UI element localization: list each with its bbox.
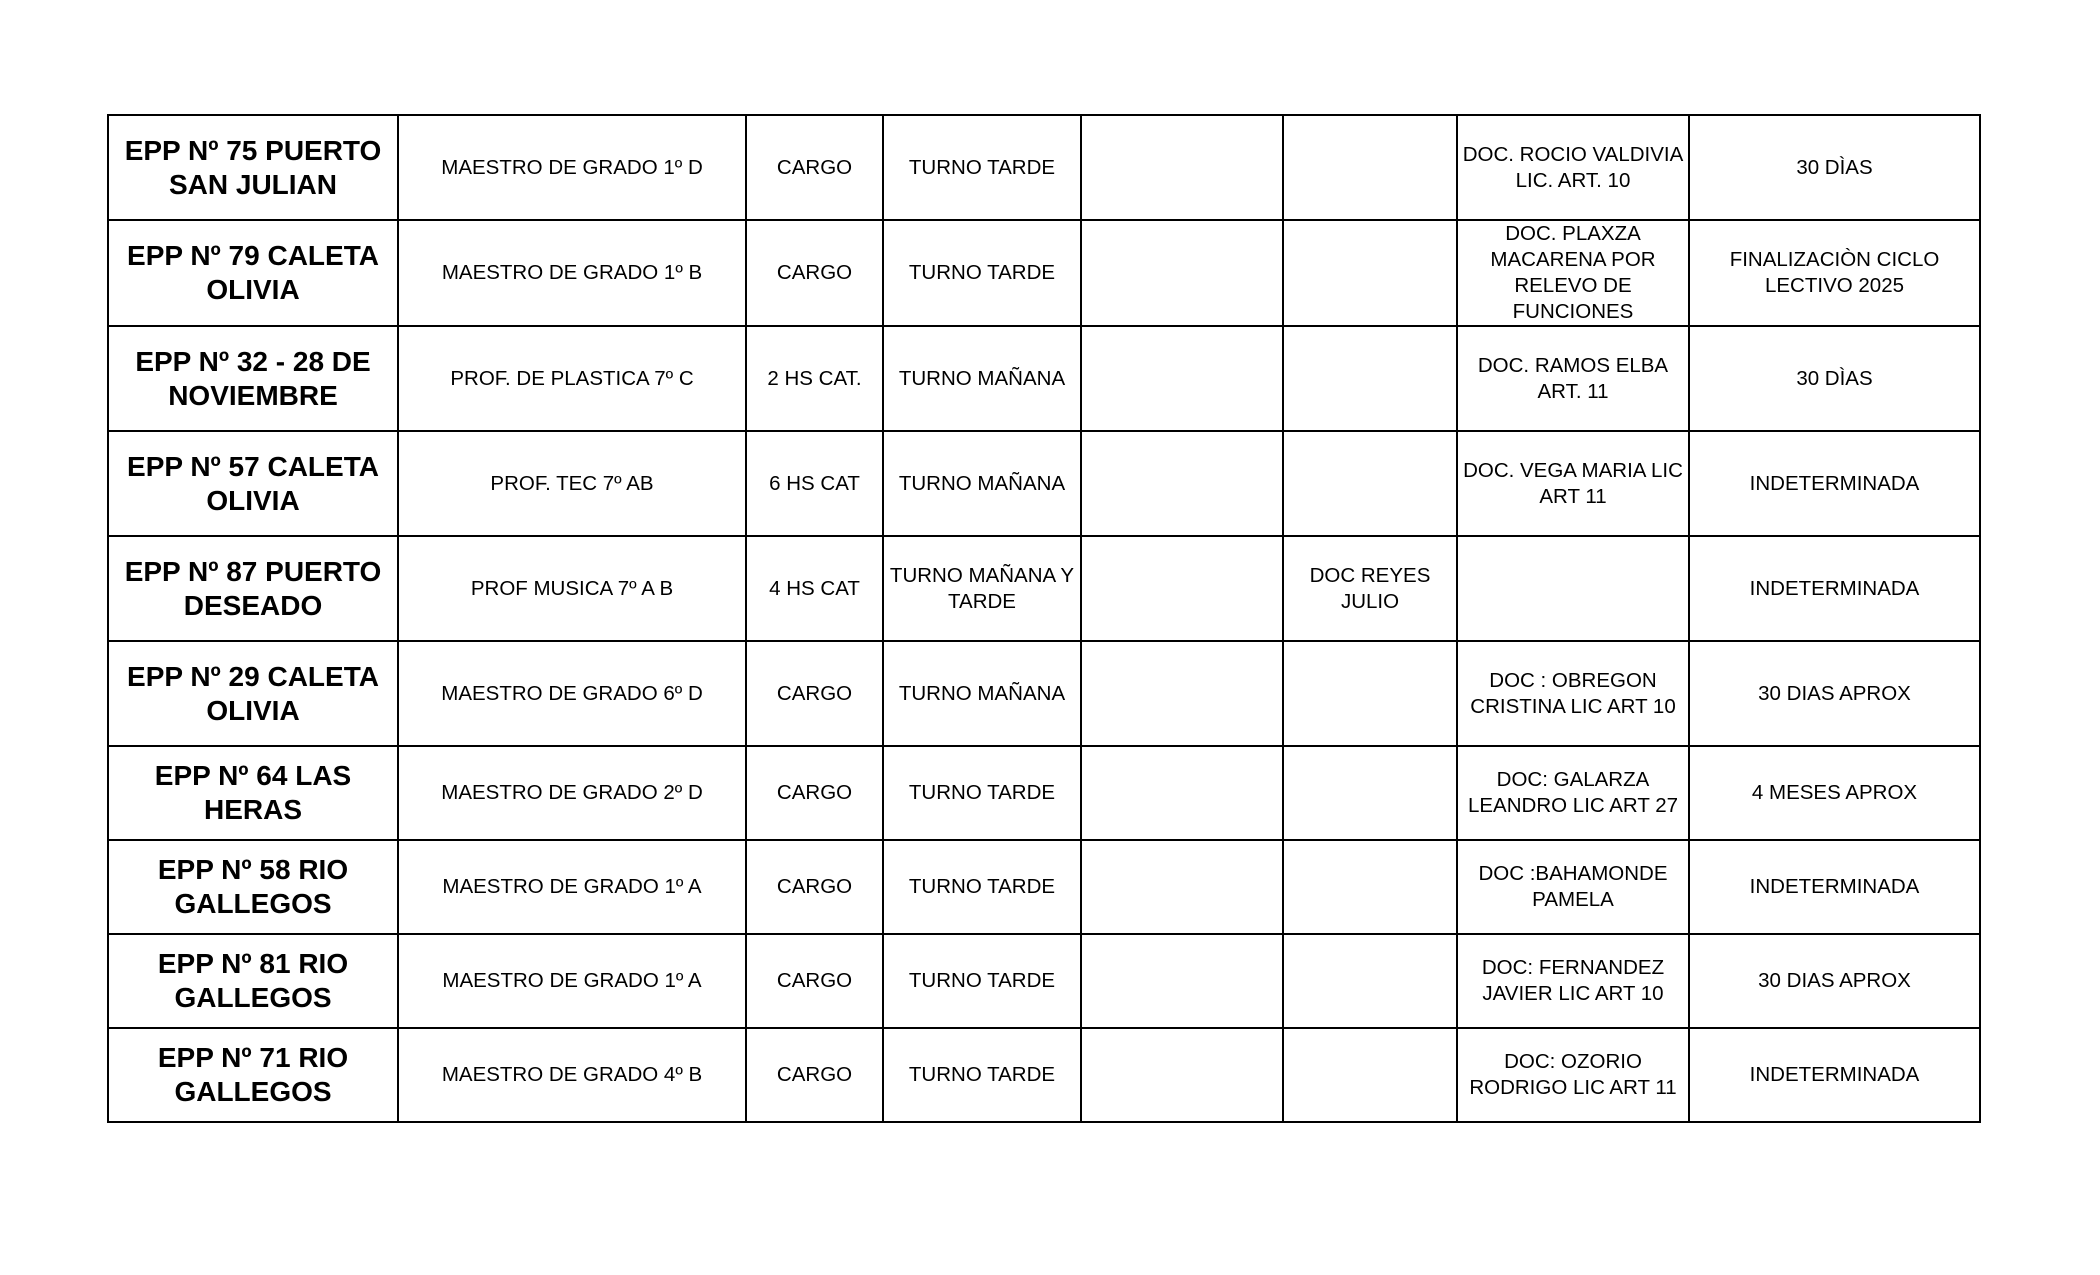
table-row: [108, 431, 1980, 536]
empty-cell: [1081, 1028, 1283, 1122]
empty-cell: [1081, 431, 1283, 536]
table-row: [108, 1028, 1980, 1122]
type-cell: 2 HS CAT.: [746, 326, 883, 431]
duration-cell: 30 DÌAS: [1689, 115, 1980, 220]
table-row: [108, 536, 1980, 641]
empty-cell: [1081, 326, 1283, 431]
substitute-cell: [1283, 220, 1457, 326]
shift-cell: TURNO TARDE: [883, 115, 1081, 220]
replaced-teacher-cell: DOC: FERNANDEZ JAVIER LIC ART 10: [1457, 934, 1689, 1028]
replaced-teacher-cell: DOC. ROCIO VALDIVIA LIC. ART. 10: [1457, 115, 1689, 220]
replaced-teacher-cell: DOC. VEGA MARIA LIC ART 11: [1457, 431, 1689, 536]
shift-cell: TURNO TARDE: [883, 1028, 1081, 1122]
substitute-cell: [1283, 431, 1457, 536]
replaced-teacher-cell: DOC. RAMOS ELBA ART. 11: [1457, 326, 1689, 431]
school-cell: EPP Nº 81 RIO GALLEGOS: [108, 934, 398, 1028]
position-cell: MAESTRO DE GRADO 6º D: [398, 641, 746, 746]
table-row: [108, 115, 1980, 220]
position-cell: PROF. DE PLASTICA 7º C: [398, 326, 746, 431]
duration-cell: FINALIZACIÒN CICLO LECTIVO 2025: [1689, 220, 1980, 326]
shift-cell: TURNO MAÑANA: [883, 431, 1081, 536]
empty-cell: [1081, 641, 1283, 746]
school-cell: EPP Nº 75 PUERTO SAN JULIAN: [108, 115, 398, 220]
position-cell: PROF MUSICA 7º A B: [398, 536, 746, 641]
empty-cell: [1081, 536, 1283, 641]
duration-cell: INDETERMINADA: [1689, 1028, 1980, 1122]
replaced-teacher-cell: DOC. PLAXZA MACARENA POR RELEVO DE FUNCIONES: [1457, 220, 1689, 326]
table-row: [108, 326, 1980, 431]
empty-cell: [1081, 746, 1283, 840]
substitute-cell: [1283, 746, 1457, 840]
substitute-cell: [1283, 641, 1457, 746]
type-cell: CARGO: [746, 1028, 883, 1122]
type-cell: CARGO: [746, 641, 883, 746]
shift-cell: TURNO MAÑANA: [883, 641, 1081, 746]
position-cell: MAESTRO DE GRADO 1º D: [398, 115, 746, 220]
position-cell: PROF. TEC 7º AB: [398, 431, 746, 536]
shift-cell: TURNO MAÑANA: [883, 326, 1081, 431]
position-cell: MAESTRO DE GRADO 1º B: [398, 220, 746, 326]
school-cell: EPP Nº 87 PUERTO DESEADO: [108, 536, 398, 641]
shift-cell: TURNO TARDE: [883, 746, 1081, 840]
school-cell: EPP Nº 64 LAS HERAS: [108, 746, 398, 840]
school-cell: EPP Nº 29 CALETA OLIVIA: [108, 641, 398, 746]
vacancy-table: [107, 114, 1981, 1123]
position-cell: MAESTRO DE GRADO 1º A: [398, 840, 746, 934]
school-cell: EPP Nº 57 CALETA OLIVIA: [108, 431, 398, 536]
type-cell: 4 HS CAT: [746, 536, 883, 641]
table-row: [108, 641, 1980, 746]
type-cell: CARGO: [746, 220, 883, 326]
shift-cell: TURNO TARDE: [883, 934, 1081, 1028]
replaced-teacher-cell: DOC : OBREGON CRISTINA LIC ART 10: [1457, 641, 1689, 746]
school-cell: EPP Nº 71 RIO GALLEGOS: [108, 1028, 398, 1122]
type-cell: CARGO: [746, 746, 883, 840]
type-cell: CARGO: [746, 115, 883, 220]
substitute-cell: [1283, 1028, 1457, 1122]
table-row: [108, 220, 1980, 326]
table-row: [108, 934, 1980, 1028]
type-cell: CARGO: [746, 934, 883, 1028]
duration-cell: INDETERMINADA: [1689, 431, 1980, 536]
table-row: [108, 840, 1980, 934]
replaced-teacher-cell: DOC :BAHAMONDE PAMELA: [1457, 840, 1689, 934]
substitute-cell: [1283, 934, 1457, 1028]
type-cell: 6 HS CAT: [746, 431, 883, 536]
duration-cell: INDETERMINADA: [1689, 536, 1980, 641]
duration-cell: 4 MESES APROX: [1689, 746, 1980, 840]
type-cell: CARGO: [746, 840, 883, 934]
empty-cell: [1081, 840, 1283, 934]
empty-cell: [1081, 220, 1283, 326]
substitute-cell: DOC REYES JULIO: [1283, 536, 1457, 641]
replaced-teacher-cell: DOC: OZORIO RODRIGO LIC ART 11: [1457, 1028, 1689, 1122]
table-row: [108, 746, 1980, 840]
position-cell: MAESTRO DE GRADO 2º D: [398, 746, 746, 840]
school-cell: EPP Nº 79 CALETA OLIVIA: [108, 220, 398, 326]
duration-cell: 30 DIAS APROX: [1689, 934, 1980, 1028]
position-cell: MAESTRO DE GRADO 4º B: [398, 1028, 746, 1122]
duration-cell: 30 DÌAS: [1689, 326, 1980, 431]
substitute-cell: [1283, 840, 1457, 934]
shift-cell: TURNO TARDE: [883, 220, 1081, 326]
duration-cell: INDETERMINADA: [1689, 840, 1980, 934]
shift-cell: TURNO MAÑANA Y TARDE: [883, 536, 1081, 641]
substitute-cell: [1283, 326, 1457, 431]
replaced-teacher-cell: [1457, 536, 1689, 641]
school-cell: EPP Nº 32 - 28 DE NOVIEMBRE: [108, 326, 398, 431]
empty-cell: [1081, 115, 1283, 220]
shift-cell: TURNO TARDE: [883, 840, 1081, 934]
position-cell: MAESTRO DE GRADO 1º A: [398, 934, 746, 1028]
empty-cell: [1081, 934, 1283, 1028]
replaced-teacher-cell: DOC: GALARZA LEANDRO LIC ART 27: [1457, 746, 1689, 840]
substitute-cell: [1283, 115, 1457, 220]
duration-cell: 30 DIAS APROX: [1689, 641, 1980, 746]
school-cell: EPP Nº 58 RIO GALLEGOS: [108, 840, 398, 934]
